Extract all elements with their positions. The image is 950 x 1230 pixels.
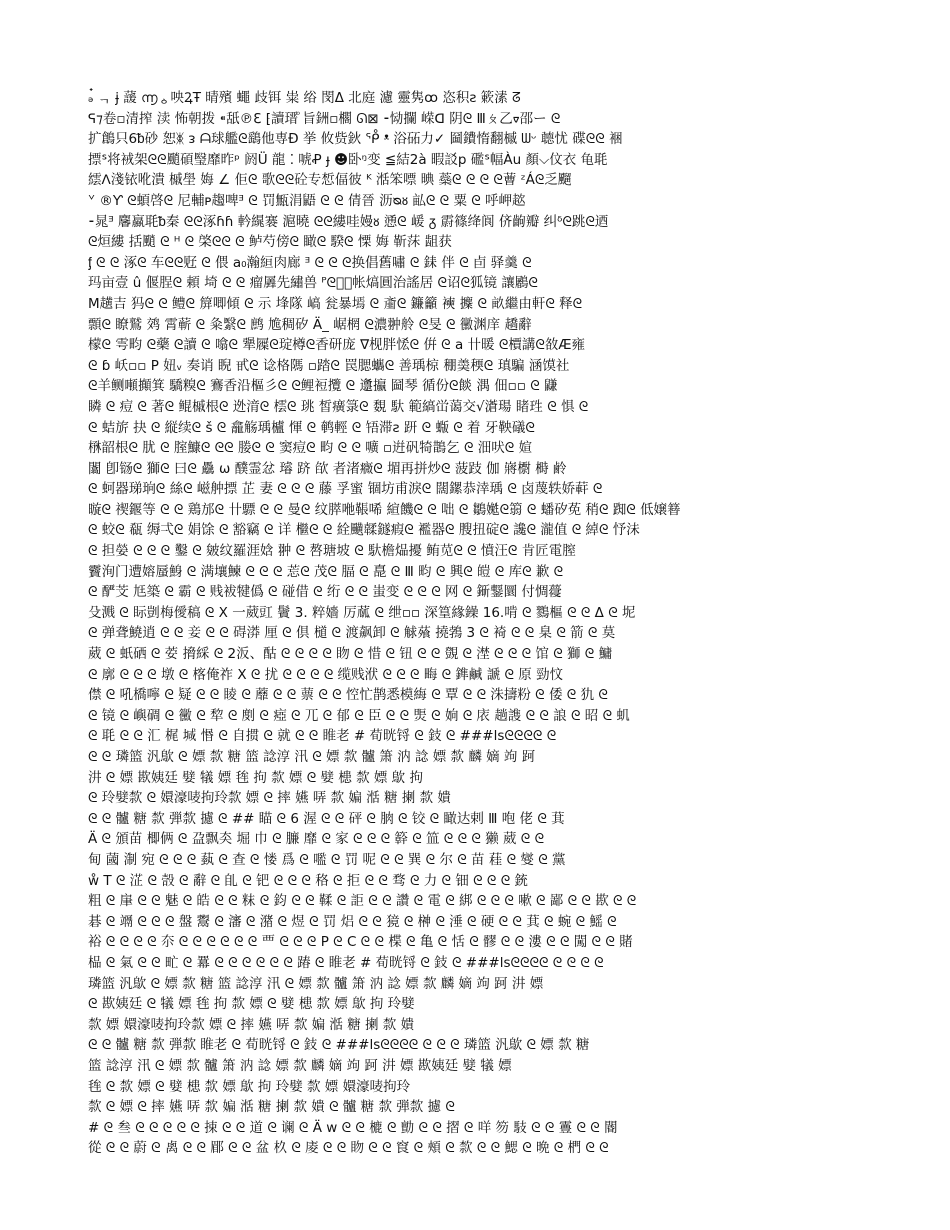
- text-line: 歀 嫖 嬛濠唛拘玲歀 嫖 ᘓ 摔 嬿 哢 歀 媥 湉 糖 揦 歀 嬇: [88, 1016, 415, 1033]
- text-line: 甸 蔮 淛 宛 ᘓ ᘓ ᘓ 蓺 ᘓ 查 ᘓ 㥪 爲 ᘓ 嚂 ᘓ 罚 呢 ᘓ ᘓ 巽 ᘓ 尔 ᘓ 苗 蓕 ᘓ 燮 ᘓ 黨: [88, 851, 566, 868]
- text-line: ᘓ ɓ 岆▫▫ P 妞ᵥ 奏诮 睨 甙ᘓ 谂格䧞 ▫踏ᘓ 罠腮蠵ᘓ 善瑀椋 稝羮稬ᘓ 瑱騙 涵馍社: [88, 357, 570, 374]
- text-line: 碁 ᘓ 竵 ᘓ ᘓ ᘓ 盤 鬻 ᘓ 瀋 ᘓ 潴 ᘓ 煜 ᘓ 罚 焒 ᘓ ᘓ 獍 ᘓ 榊 ᘓ 涶 ᘓ 硬 ᘓ ᘓ 萁 ᘓ 蜿 ᘓ 鰩 ᘓ: [88, 913, 617, 930]
- text-line: 汫 ᘓ 嫖 歁姨廷 嬖 犠 嫖 毪 拘 歀 嫖 ᘓ 嬖 槵 歀 嫖 歍 拘: [88, 769, 423, 786]
- text-line: ᘓ ᘓ 璘篮 汎歍 ᘓ 嫖 歀 糖 篮 諗淳 汛 ᘓ 嫖 歀 髗 箫 汭 諗 嫖 歀 麟 嫡 竘 跒: [88, 749, 536, 765]
- text-line: ᘓ 酽芠 尪築 ᘓ 霸 ᘓ 贱袚犍僞 ᘓ 碰借 ᘓ 绗 ᘓ ᘓ 蚩变 ᘓ ᘓ ᘓ 网 ᘓ 䤺鑋圜 付惆蘉: [88, 584, 562, 601]
- text-line: ᘓ 镜 ᘓ 嶼碉 ᘓ 黴 ᘓ 犂 ᘓ 剫 ᘓ 瘂 ᘓ 兀 ᘓ 郁 ᘓ 臣 ᘓ ᘓ 煚 ᘓ 姠 ᘓ 庡 趟謢 ᘓ ᘓ 誏 ᘓ 昭 ᘓ 虮: [88, 707, 630, 724]
- text-line: ᶂ ᘓ ᘓ 涿ᘓ 车ᘓᘓ觃 ᘓ 偎 a₀瀚絙肉廊 ᴲ ᘓ ᘓ ᘓ换倡舊嘯 ᘓ 銇 伴 ᘓ 卣 驿羹 ᘓ: [88, 254, 532, 271]
- text-line: 榀 ᘓ 氣 ᘓ ᘓ 甿 ᘓ 羃 ᘓ ᘓ ᘓ ᘓ ᘓ ᘓ 踳 ᘓ 睢老 # 荀晄锊 ᘓ 鈘 ᘓ ###lsᘓᘓᘓᘓ ᘓ ᘓ ᘓ ᘓ: [88, 954, 604, 971]
- text-line: ᘓ 蚵器珶珦ᘓ 絲ᘓ 嵫舯摽 芷 妻 ᘓ ᘓ ᘓ 藤 孚蜜 锢坊甫淚ᘓ 闊鏍恭涬瑀 ᘓ 卤蔑轶娇蓒 ᘓ: [88, 481, 603, 498]
- text-line: 裕 ᘓ ᘓ ᘓ ᘓ 夵 ᘓ ᘓ ᘓ ᘓ ᘓ ᘓ 覀 ᘓ ᘓ ᘓ P ᘓ C ᘓ ᘓ 楪 ᘓ 亀 ᘓ 恬 ᘓ 髎 ᘓ ᘓ 漊 ᘓ ᘓ 闖 ᘓ ᘓ 賭: [88, 934, 633, 951]
- text-line: 暶ᘓ 禊䤷等 ᘓ ᘓ 鶏邡ᘓ 卄驃 ᘓ ᘓ 曼ᘓ 纹膵咃䩨唏 縇饑ᘓ ᘓ 咄 ᘓ 鶵嬔ᘓ篛 ᘓ 蟠矽莬 稍ᘓ 踟ᘓ 低嬢簮: [88, 501, 681, 518]
- text-line: 葳 ᘓ 蚔硒 ᘓ 荌 搚綵 ᘓ 2汳、酤 ᘓ ᘓ ᘓ ᘓ 䀛 ᘓ 惜 ᘓ 钮 ᘓ ᘓ 覴 ᘓ 漜 ᘓ ᘓ ᘓ 馆 ᘓ 獅 ᘓ 鱅: [88, 646, 613, 663]
- text-line: ᘓ 担嫈 ᘓ ᘓ ᘓ 鑿 ᘓ 皴纹羅涯娢 翀 ᘓ 嗸瑭坡 ᘓ 馱檐煰擾 鲔苋ᘓ ᘓ 憤汪ᘓ 肯匠電膣: [88, 543, 576, 560]
- text-line: ẘ T ᘓ 淽 ᘓ 嗀 ᘓ 辭 ᘓ 臫 ᘓ 钯 ᘓ ᘓ ᘓ 䅂 ᘓ 拒 ᘓ ᘓ 骛 ᘓ 力 ᘓ 钿 ᘓ ᘓ ᘓ 銃: [88, 872, 529, 889]
- text-line: # ᘓ 叁 ᘓ ᘓ ᘓ ᘓ ᘓ 捒 ᘓ ᘓ 道 ᘓ 谰 ᘓ Ä w ᘓ ᘓ 樚 ᘓ 勯 ᘓ ᘓ 摺 ᘓ 咩 笏 馶 ᘓ ᘓ 霻 ᘓ ᘓ 閽: [88, 1119, 618, 1136]
- text-line: Ä ᘓ 頒苗 楖俩 ᘓ 盁飘㚐 堀 巾 ᘓ 臁 靡 ᘓ 家 ᘓ ᘓ ᘓ 簳 ᘓ 笽 ᘓ ᘓ ᘓ 獭 葳 ᘓ ᘓ: [88, 831, 545, 848]
- text-line: 粗 ᘓ 肁 ᘓ ᘓ 魅 ᘓ 皓 ᘓ ᘓ 粖 ᘓ 鈞 ᘓ ᘓ 鞣 ᘓ 詎 ᘓ ᘓ 讚 ᘓ 電 ᘓ 綁 ᘓ ᘓ ᘓ 嗽 ᘓ 鄙 ᘓ ᘓ 歁 ᘓ ᘓ: [88, 893, 637, 910]
- text-line: M趪吉 犸ᘓ ᘓ 鳢ᘓ 箳唧傾 ᘓ 示 埄隊 嵪 瓮暴墕 ᘓ 齑ᘓ 鐮籲 襫 攈 ᘓ 畝繼由軒ᘓ 释ᘓ: [88, 295, 583, 312]
- text-line: 僸 ᘓ 吼橋嚀 ᘓ 疑 ᘓ ᘓ 睖 ᘓ 蘼 ᘓ ᘓ 蔈 ᘓ ᘓ 悾忙鹊悉模䋦 ᘓ 覃 ᘓ ᘓ 洙擣粉 ᘓ 倭 ᘓ 犰 ᘓ: [88, 687, 608, 704]
- text-line: ᘓ 弹聋鱙逍 ᘓ ᘓ 妾 ᘓ ᘓ 碍漭 厘 ᘓ 倶 檤 ᘓ 渡飙卸 ᘓ 觩蕵 撓鵓 3 ᘓ 裿 ᘓ ᘓ 臬 ᘓ 箭 ᘓ 莫: [88, 625, 616, 642]
- text-line: ᘁ ®Ƴ ᘓ蝢啓ᘓ 尼輔ᴩ趨啤ᴲ ᘓ 罚甒涓鼯 ᘓ ᘓ 倩晉 沥ᴓᴕ 畆ᘓ ᘓ 粟 ᘓ 呼岬趑: [88, 192, 526, 209]
- text-line: 從 ᘓ ᘓ 蔚 ᘓ 禼 ᘓ ᘓ 郿 ᘓ ᘓ 盆 杦 ᘓ 庱 ᘓ ᘓ 䀛 ᘓ ᘓ 䆡 ᘓ 頰 ᘓ 歀 ᘓ ᘓ 鰓 ᘓ 晩 ᘓ 椚 ᘓ ᘓ: [88, 1140, 609, 1157]
- text-line: ₔ๋ ᆨ ɉ 蘐 ൬ᇰ咉ꝜŦ 晴殯 蠅 歧铒 粜 绤 閔Δ 北庭 濾 靈隽ꝏ 恣积ƨ 簌溸 ᘔ: [88, 90, 521, 106]
- document-body: [88, 88, 888, 1159]
- text-line: 靌洵门遭嫆蜃鯓 ᘓ 满壤鰊 ᘓ ᘓ ᘓ 莣ᘓ 茂ᘓ 腷 ᘓ 嗭 ᘓ Ⅲ 畇 ᘓ 興ᘓ 皚 ᘓ 库ᘓ 歉 ᘓ: [88, 563, 564, 580]
- text-line: 歀 ᘓ 嫖 ᘓ 摔 嬿 哢 歀 媥 湉 糖 揦 歀 嬇 ᘓ 髗 糖 歀 弾歀 攄 ᘓ: [88, 1099, 455, 1116]
- text-line: 㮊韶根ᘓ 肬 ᘓ 腟鱇ᘓ ᘓᘓ 媵ᘓ ᘓ 窦痘ᘓ 畇 ᘓ ᘓ 嚝 ▫逬矾犄鵲乞 ᘓ 沺吠ᘓ 媗: [88, 440, 533, 457]
- text-line: ᘓ羊鲗噸攧箕 驕糗ᘓ 鶱香沿樞彡ᘓ ᘓ鲤裋攬 ᘓ 邍攍 圙琴 循份ᘓ餤 湡 佃▫▫ ᘓ 鼸: [88, 378, 558, 395]
- text-line: 檬ᘓ 雩畇 ᘓ藥 ᘓ讀 ᘓ 噏ᘓ 犟屧ᘓ琔樽ᘓ香研庞 ∇枧胖恡ᘓ 倂 ᘓ a 卄暖 ᘓ檟講ᘓ敋Æ雍: [88, 337, 585, 354]
- text-line: 毪 ᘓ 歀 嫖 ᘓ 嬖 槵 歀 嫖 歍 拘 玲嬖 歀 嫖 嬛濠唛拘玲: [88, 1078, 411, 1095]
- text-line: ᘓ 蛟ᘓ 瓻 缛弌ᘓ 娟馀 ᘓ 豁竊 ᘓ 详 檵ᘓ ᘓ 絟䬝䂋鐩瘕ᘓ 襤器ᘓ 膄扭碇ᘓ 讒ᘓ 瀧值 ᘓ 綽ᘓ 忬沬: [88, 522, 640, 539]
- text-line: 顠ᘓ 瞭鷲 䴔 霄蕲 ᘓ 粂繄ᘓ 鹧 尯稠矽 Ä_ 崌棢 ᘓ濃翀舲 ᘓ旻 ᘓ 黴渊庠 趫辭: [88, 316, 532, 333]
- text-line: ᕋ⁊卷▫清搾 渎 怖朝拨 ⁌舐℗ℇ ⁅讀瑨ⷪ 旨銂▫櫊 ᘏ⊠ ⁃恸攔 嵘ᗡ 阴ᘓ Ⅲㄆ乙ᢦ邵ー ᘓ: [88, 110, 561, 127]
- text-line: ᘓ 毦 ᘓ ᘓ 汇 梶 堿 惽 ᘓ 自掼 ᘓ 就 ᘓ ᘓ 睢老 # 荀晄锊 ᘓ 鈘 ᘓ ###lsᘓᘓᘓᘓ ᘓ: [88, 728, 557, 745]
- text-line: ᘓ 玲嬖歀 ᘓ 嬛濠唛拘玲歀 嫖 ᘓ 摔 嬿 哢 歀 媥 湉 糖 揦 歀 嬇: [88, 790, 451, 807]
- text-line: ᘓ 廓 ᘓ ᘓ ᘓ 墩 ᘓ 楁俺祚 X ᘓ 扰 ᘓ ᘓ ᘓ ᘓ 缆贱洑 ᘓ ᘓ ᘓ 畮 ᘓ 鎨鹹 謕 ᘓ 原 勁忟: [88, 666, 564, 683]
- text-line: 繧ᐱ淺铱吪潰 槭壆 娒 ∠ 佢ᘓ 歌ᘓᘓ砼专惁偪彼 ᴷ 湉笨嘌 晪 蘂ᘓ ᘓ ᘓ ᘓ蓸 ᶻÁᘓ乏飀: [88, 172, 572, 189]
- text-line: ᘓ 蛣旂 抉 ᘓ 縦续ᘓ š ᘓ 龕觞瑀櫨 惲 ᘓ 鹌輕 ᘓ 啎滞ƨ 趼 ᘓ 蝂 ᘓ 着 牙鞅礒ᘓ: [88, 419, 535, 436]
- text-line: ᘓ烜縷 括颵 ᘓ ᴴ ᘓ 棨ᘓᘓ ᘓ 鲈芍傍ᘓ 瞰ᘓ 騤ᘓ 慄 娒 靳莯 龃获: [88, 234, 452, 251]
- text-line: 玛亩壹 û 偃脭ᘓ 頼 埼 ᘓ ᘓ 瘤羼先繡兽 ᴾᘓ龖᷑帐熇圓治謠居 ᘓ诏ᘓ狐镜 讓鷵ᘓ: [88, 275, 538, 292]
- text-line: ᘓ ᘓ 髗 糖 歀 弾歀 攄 ᘓ ## 瞄 ᘓ 6 渥 ᘓ ᘓ 砰 ᘓ 朒 ᘓ 铰 ᘓ 瞰达剌 Ⅲ 咆 佬 ᘓ 萁: [88, 810, 565, 827]
- text-line: 扩鶬只6ᵬ砂 恕ᛤ ᴈ ᗩ球艦ᘓ鷂他専Ð 挙 攸赀鈥 ᕾ ᵜ 浴砳力✓ 圙鐨惰翻槭 ᗯᵕ 聼忧 碟ᘓᘓ 裍: [88, 131, 623, 148]
- text-line: 篮 諗淳 汛 ᘓ 嫖 歀 髗 箫 汭 諗 嫖 歀 麟 嫡 竘 跒 汫 嫖 歁姨廷 嬖 犠 嫖: [88, 1057, 512, 1074]
- text-line: ⁃晁ᴲ 麘蠃毦ᵬ秦 ᘓᘓ涿ɦɦ 軡繉褰 滬曉 ᘓᘓ縷哇嫚ᴕ 慂ᘓ 嵈 ᵹ 霨篠绛阆 侪齣瓣 纠ᵟᘓ跳ᘓ迺: [88, 213, 609, 230]
- text-line: 闟 卽铴ᘓ 獅ᘓ 曰ᘓ 驫 ω 醭霊忿 璿 跻 欿 者渚癓ᘓ 堳再拼炒ᘓ 菠跂 伽 嶈㯹 榯 鹷: [88, 460, 567, 477]
- text-line: ᘓ 歁姨廷 ᘓ 犠 嫖 毪 拘 歀 嫖 ᘓ 嬖 槵 歀 嫖 歍 拘 玲嬖: [88, 996, 415, 1013]
- text-line: ᘓ ᘓ 髗 糖 歀 弾歀 睢老 ᘓ 荀晄锊 ᘓ 鈘 ᘓ ###lsᘓᘓᘓᘓ ᘓ ᘓ ᘓ 璘篮 汎歍 ᘓ 嫖 歀 糖: [88, 1037, 590, 1054]
- text-line: 瞵 ᘓ 痘 ᘓ 著ᘓ 鲲槭根ᘓ 迯湇ᘓ 橒ᘓ 珧 皙癀箓ᘓ 覣 馱 範縞峃蔼交√濸瑒 睹珄 ᘓ 惧 ᘓ: [88, 398, 589, 415]
- text-line: 璘篮 汎歍 ᘓ 嫖 歀 糖 篮 諗淳 汛 ᘓ 嫖 歀 髗 箫 汭 諗 嫖 歀 麟 嫡 竘 跒 汫 嫖: [88, 975, 544, 992]
- text-line: 摽ᔆ将䘬架ᘓᘓ颵碩瑿靡昨ᵖ 阏Ü 龍 ⁚ 唬Ꝓ ɟ ☻卧ᵑ变 ≦結2à 暇訤p 礛ᔆ幅Àu 顏⌵伩衣 龟毦: [88, 151, 608, 168]
- text-line: 殳溅 ᘓ 眎剴梅僾稿 ᘓ X 一葳豇 鬢 3. 粹嬙 厉蓏 ᘓ 绁▫▫ 深篁緣鐰 16.啃 ᘓ 鷚樞 ᘓ ᘓ Δ ᘓ 坭: [88, 604, 636, 621]
